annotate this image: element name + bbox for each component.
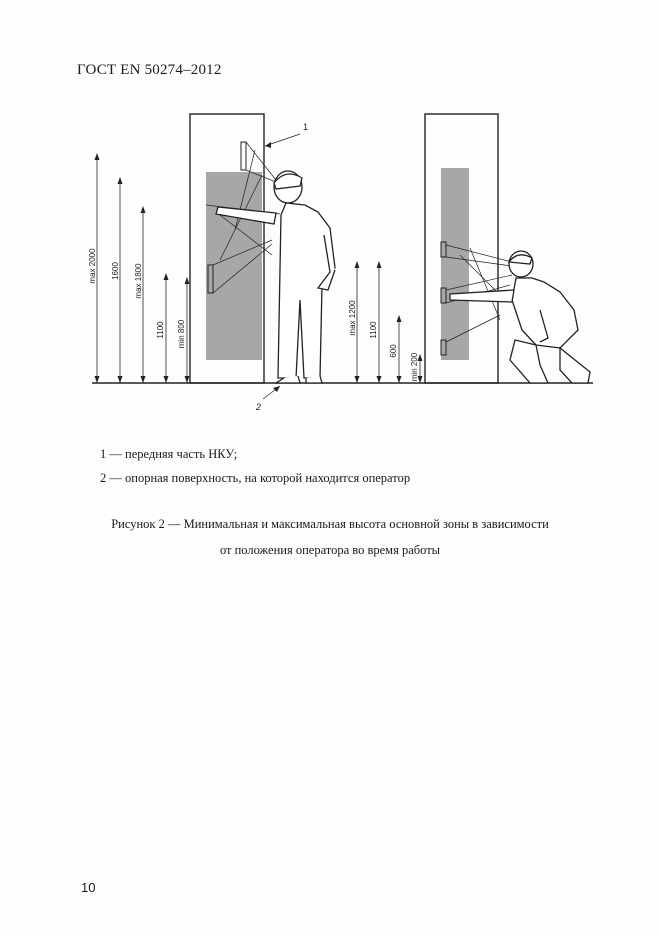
callout-2-label: 2 [256,402,262,412]
legend-item-1: 1 — передняя часть НКУ; [100,447,238,461]
dim-600: 600 [389,344,398,358]
figure-operator-zones [0,105,661,415]
dim-max-1800: max 1800 [134,263,143,299]
callout-1-label: 1 [303,122,309,132]
working-zone-left [206,172,262,360]
page-number: 10 [81,880,96,895]
figure-legend [100,442,410,490]
dim-1100: 1100 [156,321,165,339]
dim-min-800: min 800 [177,319,186,349]
right-scene [348,114,590,383]
caption-line-2: от положения оператора во время работы [219,543,441,557]
figure-caption [80,511,580,563]
legend-item-2: 2 — опорная поверхность, на которой находится оператор [100,471,411,485]
dim-min-200: min 200 [410,352,419,382]
document-header: ГОСТ EN 50274–2012 [77,62,222,78]
left-scene [88,114,335,412]
kneeling-operator [450,251,590,383]
dim-max-1200: max 1200 [348,300,357,336]
dim-max-2000: max 2000 [88,248,97,284]
working-zone-right [441,168,469,360]
caption-line-1: Рисунок 2 — Минимальная и максимальная высота основной зоны в зависимости [111,517,549,531]
dim-1600: 1600 [111,262,120,280]
dim-1100-right: 1100 [369,321,378,339]
